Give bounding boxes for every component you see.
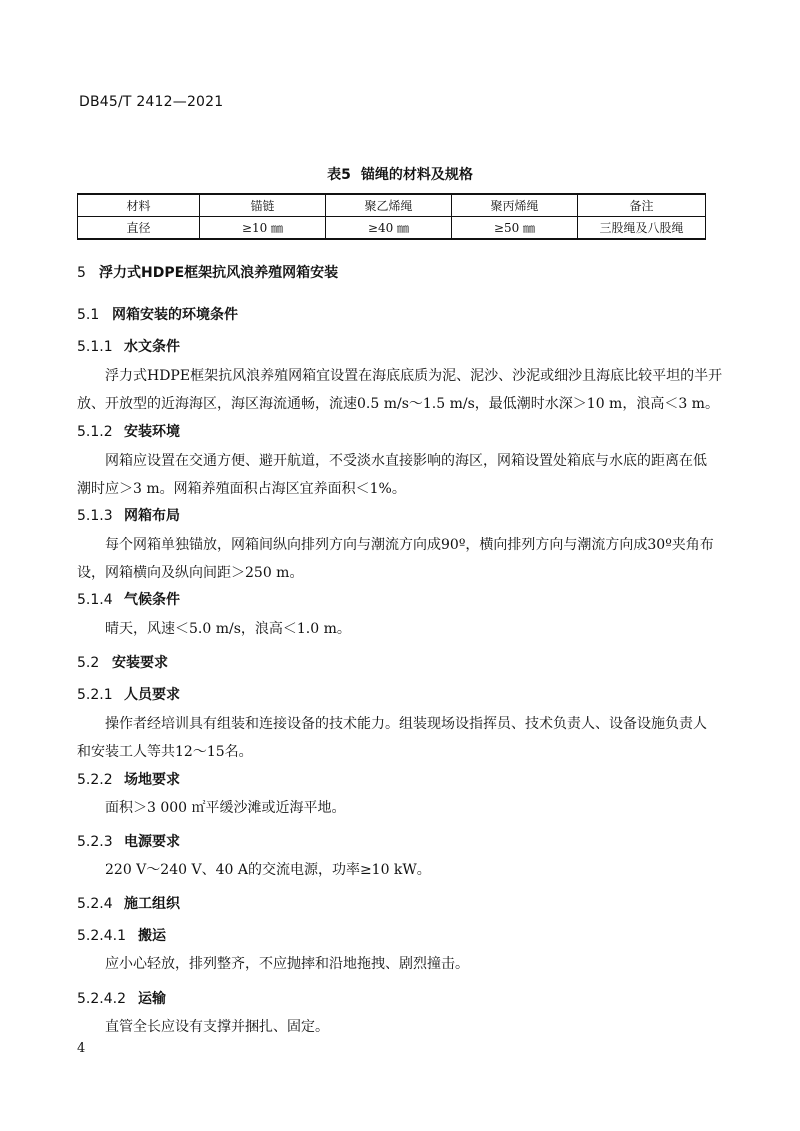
table-header-cell: 材料 bbox=[78, 194, 200, 217]
table-header-cell: 聚乙烯绳 bbox=[326, 194, 452, 217]
section-title: 安装要求 bbox=[112, 655, 168, 671]
section-5-1-1-paragraph bbox=[77, 362, 723, 418]
section-5-2-3-heading bbox=[77, 831, 180, 851]
section-5-2-2-paragraph bbox=[77, 794, 697, 822]
anchor-rope-spec-table bbox=[77, 193, 706, 240]
section-5-1-2-heading bbox=[77, 421, 180, 441]
section-5-2-4-2-paragraph bbox=[77, 1013, 697, 1041]
table-row bbox=[78, 217, 706, 240]
section-number: 5.1 bbox=[77, 307, 100, 323]
paragraph-line: 放、开放型的近海海区，海区海流通畅，流速0.5 m/s～1.5 m/s，最低潮时水深＞10 m，浪高＜3 m。 bbox=[77, 396, 719, 412]
section-number: 5.2.4 bbox=[77, 896, 113, 912]
section-5-2-heading bbox=[77, 652, 168, 672]
document-code: DB45/T 2412—2021 bbox=[79, 94, 224, 110]
section-title: 气候条件 bbox=[124, 592, 180, 608]
section-title: 搬运 bbox=[138, 928, 166, 944]
section-title: 水文条件 bbox=[124, 339, 180, 355]
section-5-2-1-paragraph bbox=[77, 710, 707, 766]
section-number: 5.2 bbox=[77, 655, 100, 671]
paragraph-line: 220 V～240 V、40 A的交流电源，功率≥10 kW。 bbox=[105, 862, 431, 878]
section-number: 5.2.4.1 bbox=[77, 928, 126, 944]
section-5-2-2-heading bbox=[77, 769, 180, 789]
table-cell: ≥10 ㎜ bbox=[200, 217, 326, 240]
section-title: 网箱布局 bbox=[124, 508, 180, 524]
section-title: 运输 bbox=[138, 991, 166, 1007]
section-title: 安装环境 bbox=[124, 424, 180, 440]
section-number: 5.2.3 bbox=[77, 834, 113, 850]
table-cell: ≥50 ㎜ bbox=[452, 217, 578, 240]
section-5-2-1-heading bbox=[77, 684, 180, 704]
section-title: 场地要求 bbox=[124, 772, 180, 788]
paragraph-line: 浮力式HDPE框架抗风浪养殖网箱宜设置在海底底质为泥、泥沙、沙泥或细沙且海底比较平坦的半开 bbox=[105, 368, 723, 384]
paragraph-line: 设，网箱横向及纵向间距＞250 m。 bbox=[77, 565, 304, 581]
paragraph-line: 应小心轻放，排列整齐，不应抛摔和沿地拖拽、剧烈撞击。 bbox=[105, 956, 469, 972]
table-header-cell: 聚丙烯绳 bbox=[452, 194, 578, 217]
section-5-2-3-paragraph bbox=[77, 856, 697, 884]
table-header-cell: 锚链 bbox=[200, 194, 326, 217]
section-5-1-4-heading bbox=[77, 589, 180, 609]
section-number: 5.1.3 bbox=[77, 508, 113, 524]
table-header-cell: 备注 bbox=[578, 194, 706, 217]
table-caption-number: 表5 bbox=[327, 167, 351, 183]
section-title: 网箱安装的环境条件 bbox=[112, 307, 238, 323]
section-5-1-heading bbox=[77, 304, 238, 324]
section-5-2-4-2-heading bbox=[77, 988, 166, 1008]
section-number: 5.2.1 bbox=[77, 687, 113, 703]
paragraph-line: 网箱应设置在交通方便、避开航道，不受淡水直接影响的海区，网箱设置处箱底与水底的距离在低 bbox=[105, 453, 707, 469]
section-5-2-4-heading bbox=[77, 893, 180, 913]
section-title: 人员要求 bbox=[124, 687, 180, 703]
section-title: 浮力式HDPE框架抗风浪养殖网箱安装 bbox=[99, 265, 339, 281]
paragraph-line: 晴天，风速＜5.0 m/s，浪高＜1.0 m。 bbox=[105, 621, 351, 637]
section-5-1-3-heading bbox=[77, 505, 180, 525]
page-number: 4 bbox=[77, 1041, 86, 1056]
section-5-1-4-paragraph bbox=[77, 615, 697, 643]
section-number: 5 bbox=[77, 265, 86, 281]
section-title: 电源要求 bbox=[124, 834, 180, 850]
section-number: 5.1.1 bbox=[77, 339, 113, 355]
paragraph-line: 操作者经培训具有组装和连接设备的技术能力。组装现场设指挥员、技术负责人、设备设施负责人 bbox=[105, 716, 707, 732]
section-5-heading bbox=[77, 262, 338, 282]
paragraph-line: 和安装工人等共12～15名。 bbox=[77, 744, 253, 760]
table-caption bbox=[0, 164, 800, 184]
table-cell: ≥40 ㎜ bbox=[326, 217, 452, 240]
section-5-2-4-1-heading bbox=[77, 925, 166, 945]
table-caption-title: 锚绳的材料及规格 bbox=[360, 167, 473, 183]
section-number: 5.1.4 bbox=[77, 592, 113, 608]
table-cell: 三股绳及八股绳 bbox=[578, 217, 706, 240]
table-cell: 直径 bbox=[78, 217, 200, 240]
section-title: 施工组织 bbox=[124, 896, 180, 912]
section-number: 5.2.4.2 bbox=[77, 991, 126, 1007]
paragraph-line: 面积＞3 000 ㎡平缓沙滩或近海平地。 bbox=[105, 800, 346, 816]
section-number: 5.2.2 bbox=[77, 772, 113, 788]
section-number: 5.1.2 bbox=[77, 424, 113, 440]
paragraph-line: 每个网箱单独锚放，网箱间纵向排列方向与潮流方向成90º，横向排列方向与潮流方向成30º夹角布 bbox=[105, 537, 714, 553]
paragraph-line: 直管全长应设有支撑并捆扎、固定。 bbox=[105, 1019, 329, 1035]
section-5-1-2-paragraph bbox=[77, 447, 707, 503]
section-5-1-3-paragraph bbox=[77, 531, 714, 587]
table-header-row bbox=[78, 194, 706, 217]
section-5-1-1-heading bbox=[77, 336, 180, 356]
paragraph-line: 潮时应＞3 m。网箱养殖面积占海区宜养面积＜1%。 bbox=[77, 481, 406, 497]
section-5-2-4-1-paragraph bbox=[77, 950, 697, 978]
